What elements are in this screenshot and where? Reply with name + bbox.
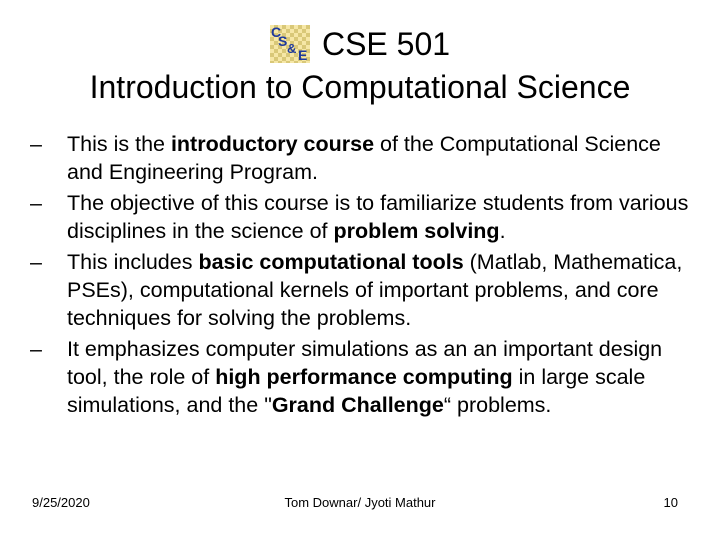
bullet-emphasis: problem solving: [333, 219, 500, 243]
bullet-text: in large scale simulations, and the ": [67, 365, 646, 417]
bullet-emphasis: Grand Challenge: [271, 393, 444, 417]
bullet-marker: –: [30, 250, 42, 274]
slide-title: Introduction to Computational Science: [89, 69, 631, 105]
bullet-text: .: [499, 219, 506, 243]
bullet-emphasis: basic computational tools: [198, 250, 464, 274]
logo-letter: &: [286, 41, 297, 56]
bullet-text: The objective of this course is to familiarize students from various disciplines in the science of: [67, 191, 689, 243]
footer-page-number: 10: [663, 495, 678, 510]
bullet-item: [30, 189, 690, 245]
bullet-emphasis: introductory course: [170, 132, 375, 156]
bullet-marker: –: [30, 337, 42, 361]
bullet-text: “ problems.: [443, 393, 552, 417]
logo-letter: S: [277, 33, 288, 49]
cse-logo-icon: [270, 25, 310, 63]
bullet-item: [30, 130, 690, 186]
title-row: [0, 22, 720, 66]
bullet-text: This includes: [67, 250, 199, 274]
logo-letter: C: [270, 24, 282, 40]
bullet-item: [30, 248, 690, 332]
bullet-text: It emphasizes computer simulations as an an important design tool, the role of: [67, 337, 663, 389]
bullet-text: (Matlab, Mathematica, PSEs), computational kernels of important problems, and core techniques for solving the problems.: [67, 250, 683, 330]
footer-date: 9/25/2020: [32, 495, 90, 510]
bullet-text: of the Computational Science and Engineering Program.: [67, 132, 661, 184]
bullet-text: This is the: [67, 132, 171, 156]
slide-title-course-code: CSE 501: [321, 26, 451, 62]
logo-letter: E: [297, 47, 308, 63]
bullet-item: [30, 335, 690, 419]
bullet-emphasis: high performance computing: [215, 365, 513, 389]
bullet-list: [30, 130, 690, 422]
footer-author: Tom Downar/ Jyoti Mathur: [284, 495, 436, 510]
bullet-marker: –: [30, 191, 42, 215]
bullet-marker: –: [30, 132, 42, 156]
